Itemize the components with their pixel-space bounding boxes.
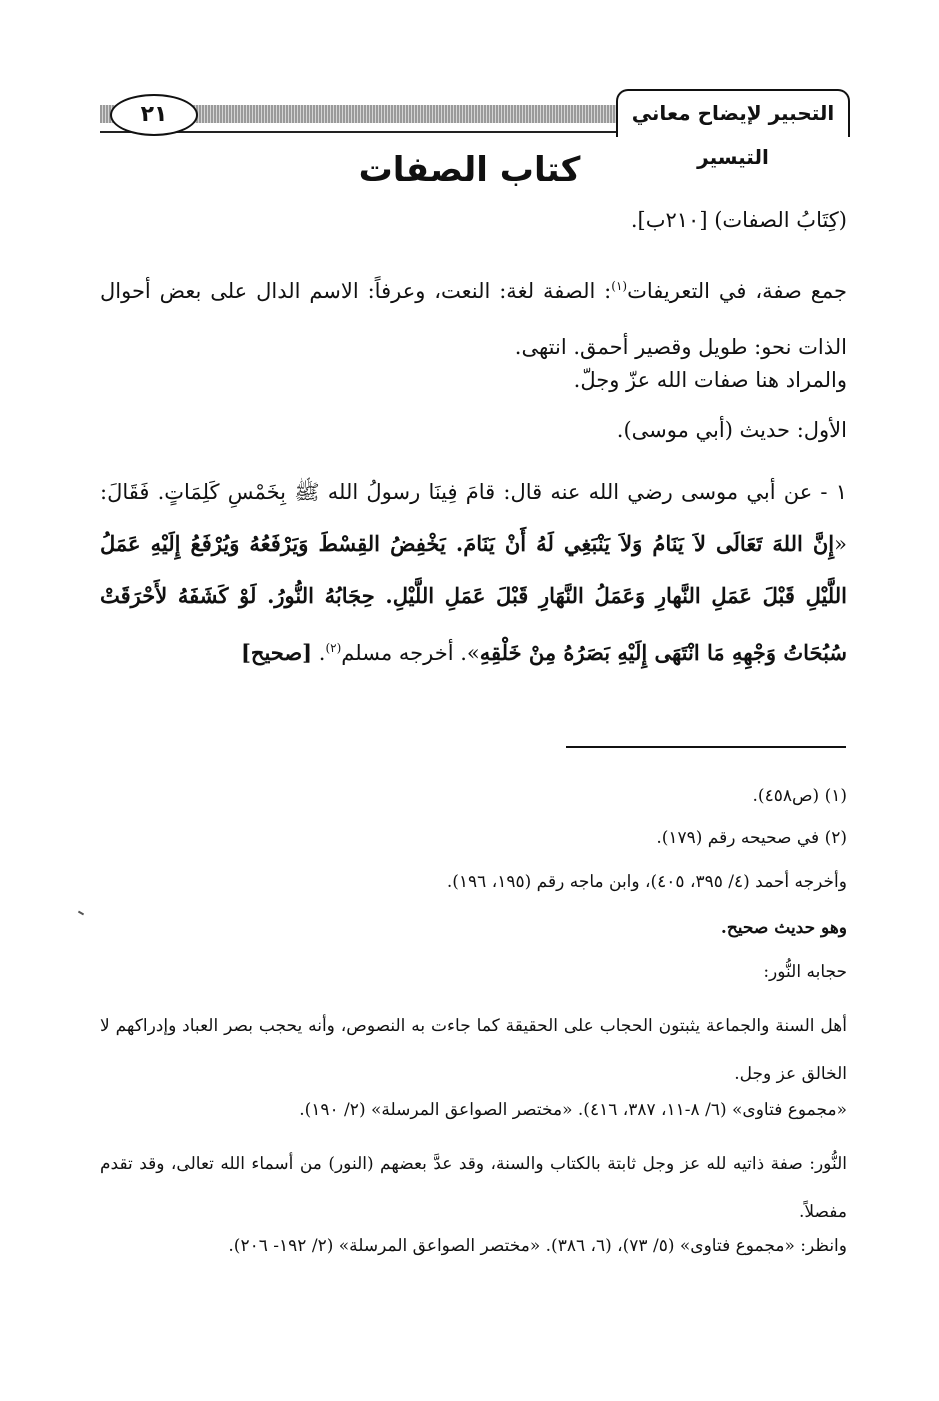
page-header <box>100 85 850 169</box>
hadith-intro: ١ - عن أبي موسى رضي الله عنه قال: قامَ فِينَا رسولُ الله ﷺ بِخَمْسِ كَلِمَاتٍ. فَقَالَ: « <box>100 480 847 556</box>
hadith-source: ». أخرجه مسلم <box>341 641 480 665</box>
footnote-ahmad: وأخرجه أحمد (٤/ ٣٩٥، ٤٠٥)، وابن ماجه رقم (١٩٥، ١٩٦). <box>446 872 847 892</box>
footnote-nur-text: النُّور: صفة ذاتيه لله عز وجل ثابتة بالكتاب والسنة، وقد عدَّ بعضهم (النور) من أسماء الله تعالى، وقد تقدم مفصلاً. <box>100 1154 847 1222</box>
hadith-text: إِنَّ اللهَ تَعَالَى لاَ يَنَامُ وَلاَ يَنْبَغِي لَهُ أَنْ يَنَامَ. يَخْفِضُ القِسْطَ وَيَرْفَعُهُ وَيُرْفَعُ إِلَيْهِ عَمَلُ اللَّيْلِ قَبْلَ عَمَلِ النَّهارِ وَعَمَلُ النَّهَارِ قَبْلَ عَمَلِ اللَّيْلِ. حِجَابُهُ النُّورُ. لَوْ كَشَفَهُ لأَحْرَقَتْ سُبُحَاتُ وَجْهِهِ مَا انْتَهَى إِلَيْهِ بَصَرُهُ مِنْ خَلْقِهِ <box>100 531 847 665</box>
footnote-grade: وهو حديث صحيح. <box>720 918 847 938</box>
footnote-separator <box>566 746 846 748</box>
chapter-title: كتاب الصفات <box>358 150 581 190</box>
hadith-punct: . <box>312 641 326 665</box>
footnote-1: (١) (ص٤٥٨). <box>752 786 847 806</box>
footnote-ref-1[interactable]: (١) <box>611 279 628 293</box>
definition-text-a: جمع صفة، في التعريفات <box>627 279 847 303</box>
footnote-see-also: وانظر: «مجموع فتاوى» (٥/ ٧٣)، (٦، ٣٨٦). «مختصر الصواعق المرسلة» (٢/ ١٩٢- ٢٠٦). <box>228 1236 847 1256</box>
footnote-hijab-heading: حجابه النُّور: <box>763 962 847 982</box>
first-hadith-heading: الأول: حديث (أبي موسى). <box>616 418 847 442</box>
footnote-ref-2[interactable]: (٢) <box>325 641 342 655</box>
footnote-fatawa-ref: «مجموع فتاوى» (٦/ ٨-١١، ٣٨٧، ٤١٦). «مختصر الصواعق المرسلة» (٢/ ١٩٠). <box>299 1100 847 1120</box>
definition-text-b: : الصفة لغة: النعت، وعرفاً: الاسم الدال على بعض أحوال الذات نحو: طويل وقصير أحمق. انتهى. <box>100 279 847 359</box>
hadith-paragraph <box>100 466 847 679</box>
hadith-grade: [صحيح] <box>240 640 313 665</box>
definition-paragraph <box>100 258 847 375</box>
scan-mark <box>78 911 84 916</box>
page-number: ٢١ <box>110 94 198 136</box>
footnote-2: (٢) في صحيحه رقم (١٧٩). <box>656 828 847 848</box>
intended-meaning-line: والمراد هنا صفات الله عزّ وجلّ. <box>573 368 847 392</box>
book-title: التحبير لإيضاح معاني التيسير <box>616 89 850 137</box>
chapter-heading-line: (كِتَابُ الصفات) [٢١٠ب]. <box>630 208 847 232</box>
footnote-hijab-text: أهل السنة والجماعة يثبتون الحجاب على الحقيقة كما جاءت به النصوص، وأنه يحجب بصر العباد وإدراكهم لا الخالق عز وجل. <box>100 1016 847 1084</box>
